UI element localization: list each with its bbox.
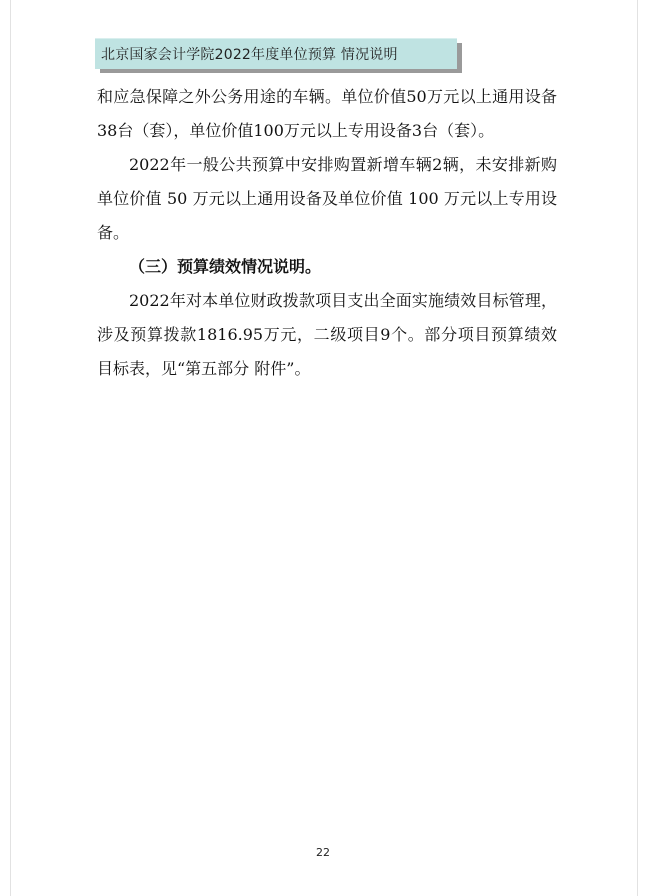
header-banner [95,38,457,69]
page-edge-right [637,0,638,896]
page-number: 22 [316,846,330,859]
body-text [97,80,557,386]
paragraph-purchases: 2022年一般公共预算中安排购置新增车辆2辆，未安排新购单位价值 50 万元以上通用设备及单位价值 100 万元以上专用设备。 [97,155,557,242]
header-title: 北京国家会计学院2022年度单位预算 情况说明 [101,47,398,63]
paragraph-vehicles: 和应急保障之外公务用途的车辆。单位价值50万元以上通用设备38台（套），单位价值100万元以上专用设备3台（套）。 [97,87,557,140]
page-edge-left [10,0,11,896]
paragraph-performance: 2022年对本单位财政拨款项目支出全面实施绩效目标管理，涉及预算拨款1816.95万元，二级项目9个。部分项目预算绩效目标表，见“第五部分 附件”。 [97,291,557,378]
section-heading: （三）预算绩效情况说明。 [129,257,322,276]
